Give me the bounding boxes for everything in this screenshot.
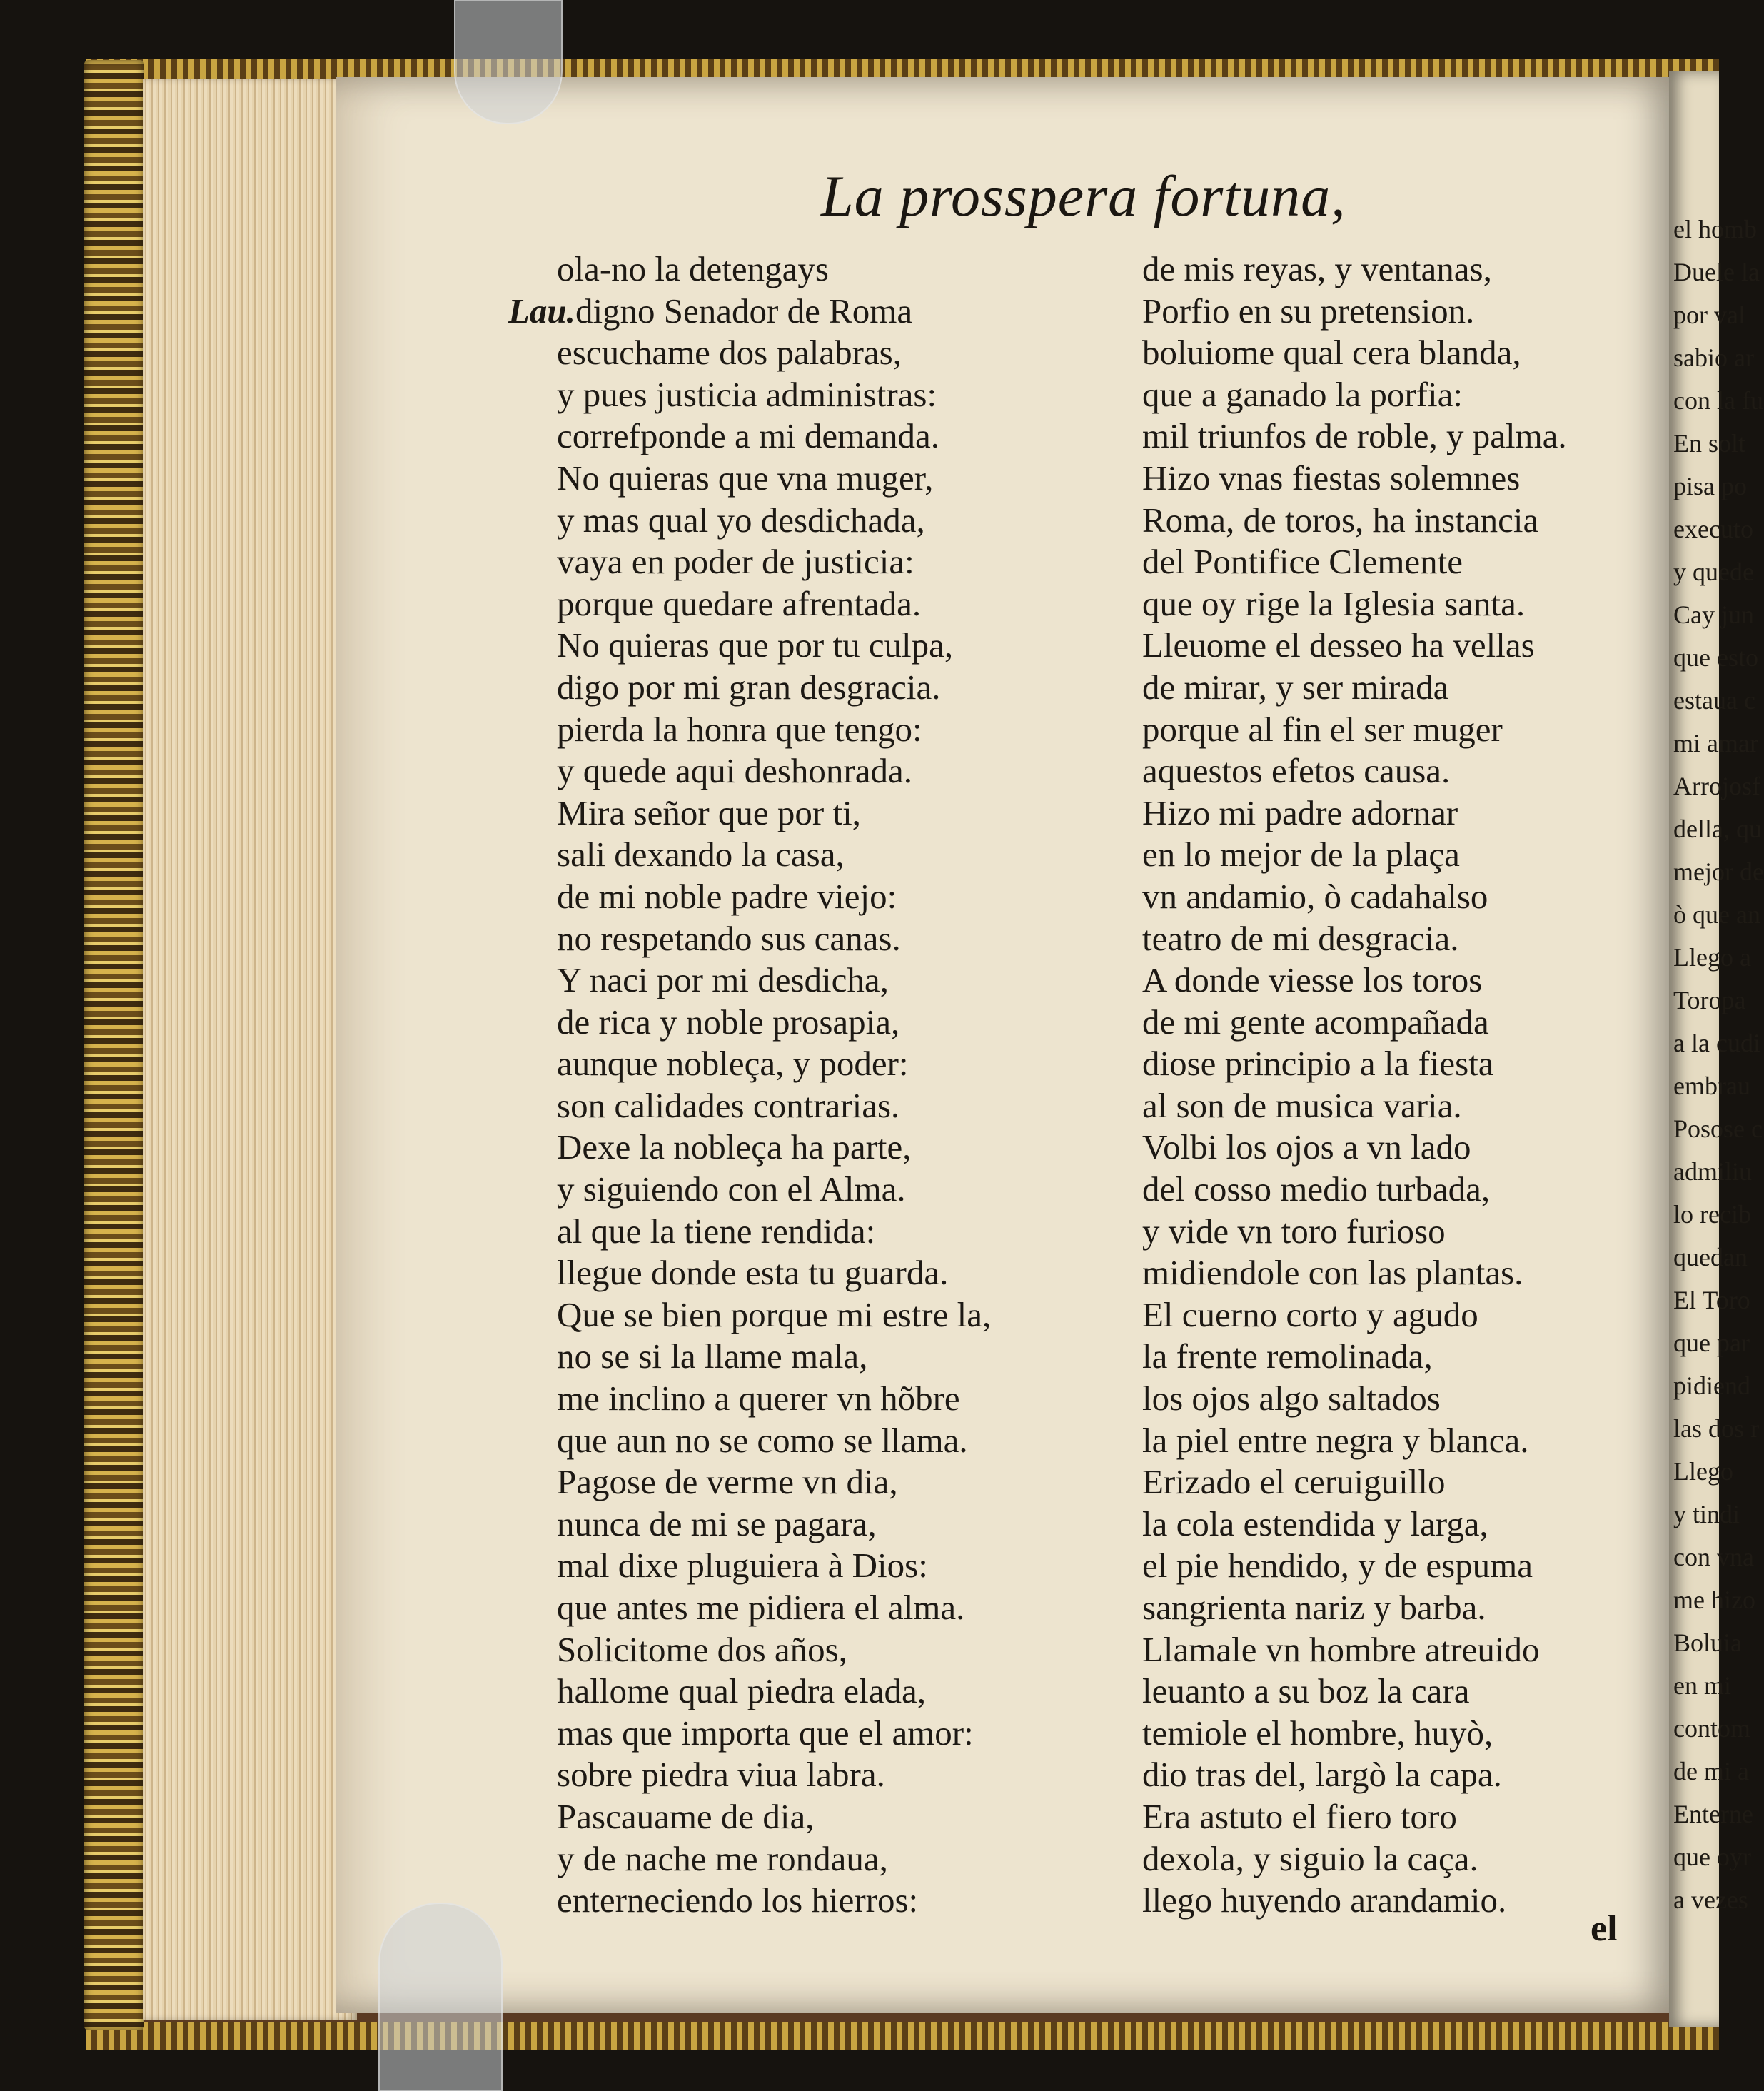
facing-text-fragment: lo recib (1673, 1200, 1751, 1229)
facing-text-fragment: sabio ar (1673, 343, 1754, 372)
verse-line: y vide vn toro furioso (1142, 1211, 1446, 1251)
speech-text: digno Senador de Roma (575, 291, 913, 331)
verse-line: escuchame dos palabras, (557, 333, 902, 373)
verse-line: mil triunfos de roble, y palma. (1142, 416, 1567, 456)
facing-text-fragment: admiliu (1673, 1157, 1752, 1186)
verse-line: no respetando sus canas. (557, 918, 901, 958)
verse-line: llego huyendo arandamio. (1142, 1880, 1507, 1920)
facing-text-fragment: pidiend (1673, 1371, 1750, 1400)
verse-line: son calidades contrarias. (557, 1085, 900, 1125)
verse-line: la piel entre negra y blanca. (1142, 1420, 1529, 1460)
facing-text-fragment: a vezes (1673, 1885, 1748, 1914)
verse-line: y mas qual yo desdichada, (557, 500, 925, 540)
verse-line: porque quedare afrentada. (557, 583, 922, 623)
verse-line: teatro de mi desgracia. (1142, 918, 1459, 958)
facing-text-fragment: embrau (1673, 1072, 1750, 1100)
facing-text-fragment: las dos r (1673, 1414, 1759, 1443)
facing-text-fragment: mejor de (1673, 857, 1764, 886)
verse-line: vaya en poder de justicia: (557, 542, 914, 582)
facing-text-fragment: mi amar (1673, 729, 1758, 757)
verse-line: que oy rige la Iglesia santa. (1142, 583, 1526, 623)
facing-text-fragment: Llego (1673, 1457, 1733, 1486)
verse-line: de mirar, y ser mirada (1142, 667, 1449, 707)
facing-text-fragment: Duele la (1673, 258, 1760, 286)
verse-line: la cola estendida y larga, (1142, 1503, 1488, 1543)
verse-line: aunque nobleça, y poder: (557, 1044, 909, 1084)
running-title: La prosspera fortuna, (821, 163, 1346, 228)
left-verse-column (508, 248, 992, 1922)
verse-line: la frente remolinada, (1142, 1336, 1433, 1376)
facing-text-fragment: El Toro (1673, 1286, 1750, 1314)
verse-line: de mi gente acompañada (1142, 1002, 1489, 1042)
verse-line: que aun no se como se llama. (557, 1420, 968, 1460)
facing-text-fragment: della, qu (1673, 815, 1762, 843)
facing-text-fragment: en mi (1673, 1671, 1731, 1700)
verse-line: sali dexando la casa, (557, 835, 845, 875)
verse-line: temiole el hombre, huyò, (1142, 1713, 1493, 1753)
verse-line: de mis reyas, y ventanas, (1142, 249, 1492, 288)
verse-line: dexola, y siguio la caça. (1142, 1838, 1478, 1878)
verse-line: Dexe la nobleça ha parte, (557, 1127, 912, 1167)
verse-line: No quieras que por tu culpa, (557, 625, 954, 665)
verse-line: porque al fin el ser muger (1142, 709, 1503, 749)
facing-text-fragment: quedan (1673, 1243, 1748, 1271)
verse-line: Que se bien porque mi estre la, (557, 1294, 992, 1334)
verse-line: Era astuto el fiero toro (1142, 1796, 1457, 1836)
verse-line: aquestos efetos causa. (1142, 751, 1451, 791)
verse-line: y siguiendo con el Alma. (557, 1169, 906, 1209)
verse-line: que antes me pidiera el alma. (557, 1588, 965, 1627)
verse-line: no se si la llame mala, (557, 1336, 868, 1376)
facing-text-fragment: Boluia (1673, 1628, 1742, 1657)
facing-text-fragment: Arrojosf (1673, 772, 1760, 800)
verse-line: El cuerno corto y agudo (1142, 1294, 1478, 1334)
verse-line: correfponde a mi demanda. (557, 416, 940, 456)
facing-text-fragment: con vna (1673, 1543, 1754, 1571)
facing-text-fragment: Posose c (1673, 1114, 1763, 1143)
right-verse-column (1142, 248, 1567, 1922)
verse-line: que a ganado la porfia: (1142, 374, 1463, 414)
facing-text-fragment: pisa po (1673, 472, 1747, 500)
verse-line: sangrienta nariz y barba. (1142, 1588, 1486, 1627)
facing-text-fragment: Cay jun (1673, 600, 1754, 629)
facing-text-fragment: con la fu (1673, 386, 1763, 415)
verse-line: del cosso medio turbada, (1142, 1169, 1491, 1209)
verse-line: y pues justicia administras: (557, 374, 937, 414)
facing-text-fragment: Enterne (1673, 1800, 1753, 1828)
facing-text-fragment: que esto (1673, 643, 1758, 672)
facing-text-fragment: contom (1673, 1714, 1750, 1743)
verse-line: leuanto a su boz la cara (1142, 1671, 1470, 1711)
verse-line: nunca de mi se pagara, (557, 1503, 877, 1543)
verse-line: enterneciendo los hierros: (557, 1880, 919, 1920)
facing-text-fragment: que par (1673, 1329, 1750, 1357)
gilt-border-left (84, 60, 144, 2030)
verse-line: y quede aqui deshonrada. (557, 751, 912, 791)
verse-line: No quieras que vna muger, (557, 458, 934, 498)
verse-line: Erizado el ceruiguillo (1142, 1462, 1446, 1502)
verse-line: sobre piedra viua labra. (557, 1755, 885, 1795)
facing-text-fragment: En solt (1673, 429, 1746, 458)
facing-text-fragment: Llego a (1673, 943, 1751, 972)
page-clip-bottom (378, 1903, 503, 2091)
verse-line: y de nache me rondaua, (557, 1838, 888, 1878)
verse-line: digo por mi gran desgracia. (557, 667, 941, 707)
verse-line: me inclino a querer vn hõbre (557, 1379, 960, 1419)
verse-line: de rica y noble prosapia, (557, 1002, 900, 1042)
facing-text-fragment: que oyr (1673, 1843, 1751, 1871)
verse-line: diose principio a la fiesta (1142, 1044, 1494, 1084)
facing-text-fragment: Toropa (1673, 986, 1746, 1014)
verse-line: Porfio en su pretension. (1142, 291, 1475, 331)
verse-line: del Pontifice Clemente (1142, 542, 1463, 582)
verse-line: al son de musica varia. (1142, 1085, 1462, 1125)
verse-line: Mira señor que por ti, (557, 792, 861, 832)
verse-line: Solicitome dos años, (557, 1629, 847, 1669)
verse-line: vn andamio, ò cadahalso (1142, 876, 1488, 916)
verse-line: Hizo mi padre adornar (1142, 792, 1458, 832)
verse-line: boluiome qual cera blanda, (1142, 333, 1521, 373)
verse-line: dio tras del, largò la capa. (1142, 1755, 1502, 1795)
gilt-border-bottom (86, 2022, 1719, 2050)
facing-text-fragment: por val (1673, 301, 1745, 329)
verse-line: Roma, de toros, ha instancia (1142, 500, 1539, 540)
verse-line: el pie hendido, y de espuma (1142, 1546, 1533, 1586)
verse-line: Pagose de verme vn dia, (557, 1462, 898, 1502)
facing-text-fragment: a la cudi (1673, 1029, 1760, 1057)
facing-text-fragment: me hizo (1673, 1586, 1755, 1614)
facing-text-fragment: estaua c (1673, 686, 1755, 715)
page-clip-top (454, 0, 563, 124)
verse-line: Y naci por mi desdicha, (557, 960, 889, 1000)
catchword: el (1591, 1908, 1618, 1949)
facing-text-fragment: executo (1673, 515, 1753, 543)
verse-line: Hizo vnas fiestas solemnes (1142, 458, 1521, 498)
facing-text-fragment: y quede (1673, 558, 1754, 586)
verse-line: A donde viesse los toros (1142, 960, 1483, 1000)
verse-line: en lo mejor de la plaça (1142, 835, 1460, 875)
verse-line: Volbi los ojos a vn lado (1142, 1127, 1471, 1167)
verse-line: hallome qual piedra elada, (557, 1671, 926, 1711)
verse-line: mas que importa que el amor: (557, 1713, 974, 1753)
verse-line: Pascauame de dia, (557, 1796, 815, 1836)
verse-line: mal dixe pluguiera à Dios: (557, 1546, 928, 1586)
verse-line: al que la tiene rendida: (557, 1211, 876, 1251)
speaker-name: Lau. (508, 291, 575, 331)
verse-line: los ojos algo saltados (1142, 1379, 1441, 1419)
facing-text-fragment: el homb (1673, 215, 1757, 243)
verse-line: midiendole con las plantas. (1142, 1253, 1523, 1293)
verse-line: ola-no la detengays (557, 249, 829, 288)
page-fore-edge (143, 79, 357, 2020)
verse-line: Llamale vn hombre atreuido (1142, 1629, 1540, 1669)
facing-text-fragment: ò que an (1673, 900, 1760, 929)
verse-line (508, 291, 991, 333)
verse-line: llegue donde esta tu guarda. (557, 1253, 949, 1293)
verse-line: pierda la honra que tengo: (557, 709, 922, 749)
facing-text-fragment: y tindi (1673, 1500, 1740, 1528)
verse-line: Lleuome el desseo ha vellas (1142, 625, 1535, 665)
facing-text-fragment: de mi a (1673, 1757, 1749, 1785)
verse-line: de mi noble padre viejo: (557, 876, 897, 916)
